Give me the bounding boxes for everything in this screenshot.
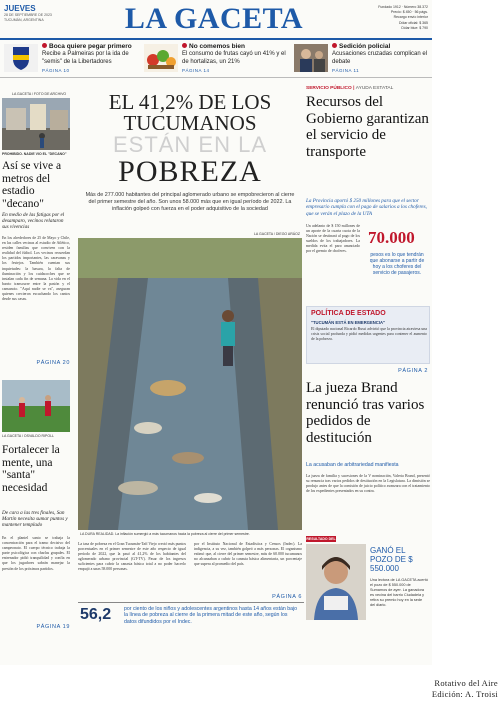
main-headline[interactable] — [76, 92, 304, 188]
left-page-1: PÁGINA 20 — [36, 360, 70, 366]
main-headline-line: TUCUMANOS — [123, 111, 257, 135]
right-page-1: PÁGINA 2 — [398, 368, 428, 374]
right-headline-1[interactable]: Recursos del Gobierno garantizan el servicio de transporte — [306, 94, 429, 160]
newspaper-title: LA GACETA — [124, 2, 304, 35]
masthead-date — [4, 4, 74, 23]
lottery-tag: RESULTADO DEL — [306, 537, 336, 541]
photo-credit: LA GACETA / FOTO DE ARCHIVO — [12, 92, 67, 96]
footer-credits — [432, 678, 498, 699]
politics-box[interactable] — [306, 306, 430, 364]
left-dek-1: En medio de las fatigas por el desamparo, vecinos relataron sus vivencias — [2, 212, 65, 231]
teaser-page: PÁGINA 10 — [42, 68, 70, 73]
masthead-rule — [0, 38, 432, 40]
credit-line: Rotativo del Aire — [434, 678, 498, 688]
left-body-1: En los alrededores de 25 de Mayo y Chile, en las calles vecinas al estadio de Atlético, residen familias que conviven con la realidad del fútbol. Los vecinos recuerdan los partidos importantes, las caravanas y los festejos. También cuentan sus inquietudes: la basura, la falta de iluminación y los cuidacoches que se instalan cada fin de semana. La vida en el barrio transcurre entre la pasión y el cansancio. "Aquí nadie se va", aseguran quienes crecieron escuchando los cantos desde sus casas. — [2, 236, 70, 302]
right-dek-2: La acusaban de arbitrariedad manifiesta — [306, 462, 399, 468]
masthead-info-line: Dólar oficial: $ 365 — [399, 20, 428, 25]
main-page: PÁGINA 6 — [272, 594, 302, 600]
stadium-neighborhood-photo — [2, 98, 70, 150]
left-headline-1[interactable]: Así se vive a metros del estadio "decano" — [2, 160, 62, 210]
main-headline-line: ESTÁN EN LA — [112, 132, 268, 157]
vegetables-photo-icon — [144, 44, 178, 72]
right-headline-2[interactable]: La jueza Brand renunció tras varios pedidos de destitución — [306, 380, 425, 446]
stat-big-caption: pesos es lo que tendrán que abonarse a partir de hoy a los choferes del servicio de pasajeros. — [369, 252, 425, 276]
right-dek-1: La Provincia aportó $ 250 millones para que el sector empresario cumpla con el pago de salarios a los choferes, que se verán el plazo de la UTA — [306, 198, 427, 217]
football-training-photo — [2, 380, 70, 432]
bullet-dot-icon — [182, 43, 187, 48]
teaser-title: No comemos bien — [182, 43, 286, 51]
teaser-page: PÁGINA 14 — [182, 68, 210, 73]
masthead-info-line: Fundado 1912 · Número 38.372 — [378, 5, 428, 9]
main-dek: Más de 277.000 habitantes del principal aglomerado urbano se empobrecieron al cierre del primer semestre del año. Son unos 58.000 más que en igual período de 2022. La inflación golpeó con fuerza en el poder adquisitivo de la sociedad — [85, 192, 295, 212]
teaser-nutrition[interactable] — [142, 42, 288, 78]
photo-credit: LA GACETA / OSVALDO RIPOLL — [2, 434, 55, 438]
teaser-strip — [0, 42, 432, 78]
police-photo-icon — [294, 44, 328, 72]
poverty-canal-photo — [78, 238, 302, 530]
photo-credit: LA GACETA / DIEGO ARÁOZ — [253, 232, 300, 236]
photo-caption: PROHIBIDO. NADIE VIO EL "DECANO" — [2, 152, 67, 156]
masthead-date-line: 28 DE SEPTIEMBRE DE 2023 — [4, 13, 52, 17]
left-headline-2[interactable]: Fortalecer la mente, una "santa" necesidad — [2, 444, 60, 494]
politics-title: POLÍTICA DE ESTADO — [311, 310, 386, 317]
right-body-1: Un adelanto de $ 150 millones de un aporte de la cuarta cuota de la Nación se destinará al pago de los sueldos de los trabajadores. La medida evita el paro anunciado por el gremio de choferes. — [306, 224, 360, 254]
teaser-body: Acusaciones cruzadas complican el debate — [332, 51, 428, 65]
stat-text: por ciento de los niños y adolescentes argentinos hasta 14 años están bajo la línea de pobreza al cierre de la primera mitad de este año, según los datos difundidos por el Indec. — [124, 606, 298, 625]
main-column — [76, 84, 304, 644]
politics-body: El diputado nacional Ricardo Bussi advirtió que la provincia atraviesa una crisis social profunda y pidió medidas urgentes para contener el aumento de la pobreza. — [311, 327, 427, 342]
stat-box — [78, 602, 304, 628]
left-column — [2, 84, 72, 664]
main-headline-line: POBREZA — [118, 155, 262, 188]
masthead-info-line: Dólar blue: $ 790 — [401, 25, 428, 30]
teaser-title: Boca quiere pegar primero — [42, 43, 138, 51]
teaser-body: El consumo de frutas cayó un 41% y el de hortalizas, un 21% — [182, 51, 286, 65]
stat-number: 56,2 — [80, 606, 112, 623]
main-body-right: por el Instituto Nacional de Estadística y Censos (Indec). La indigencia, a su vez, también golpeó a más personas. El organismo estimó que, al cierre del primer semestre, más de 60.000 tucumanos no alcanzaban a cubrir la canasta básica alimentaria, un porcentaje que supera al promedio del país. — [194, 542, 302, 567]
credit-line: Edición: A. Troisi — [431, 688, 498, 699]
masthead-info-line: Recargo envío interior — [393, 15, 428, 20]
masthead-info — [352, 5, 428, 31]
section-header: SERVICIO PÚBLICO | AYUDA ESTATAL — [306, 86, 394, 91]
teaser-sedition[interactable] — [292, 42, 430, 78]
bullet-dot-icon — [332, 43, 337, 48]
boca-shield-icon — [4, 44, 38, 72]
masthead-info-line: Precio: $ 450 · 56 págs. — [390, 10, 428, 15]
masthead-edition-line: TUCUMÁN, ARGENTINA — [4, 18, 44, 22]
main-headline-line: EL 41,2% DE LOS — [108, 90, 272, 114]
lottery-headline: GANÓ EL POZO DE $ 550.000 — [370, 546, 413, 573]
teaser-title: Sedición policial — [332, 43, 428, 51]
stat-big-number: 70.000 — [368, 228, 415, 247]
politics-subtitle: "TUCUMÁN ESTÁ EN EMERGENCIA" — [311, 320, 385, 325]
left-dek-2: De cara a las tres finales, San Martín necesita sumar puntos y mantener templado — [2, 510, 68, 529]
left-page-2: PÁGINA 19 — [36, 624, 70, 630]
winner-photo — [306, 544, 366, 620]
bullet-dot-icon — [42, 43, 47, 48]
left-body-2: En el plantel santo se trabaja la concentración para el tramo decisivo del campeonato. El cuerpo técnico trabaja la parte psicológica con charlas grupales. El entrenador pidió tranquilidad y confía en que los jugadores sabrán manejar la presión de los próximos partidos. — [2, 536, 70, 571]
right-column — [306, 84, 430, 664]
masthead — [0, 0, 432, 40]
right-body-2: La jueza de familia y sucesiones de la V nominación, Valeria Brand, presentó su renuncia tras varios pedidos de destitución en la Legislatura. La dimisión se produjo antes de que la comisión de juicio político avanzara con el tratamiento de los expedientes presentados en su contra. — [306, 474, 430, 494]
lottery-body: Una lectora de LA GACETA acertó el pozo de $ 550.000 de Sumamos de ayer. La ganadora es vecina del barrio Ciudadela y retira su premio hoy en la sede del diario. — [370, 578, 428, 607]
lottery-box[interactable] — [306, 536, 430, 620]
teaser-page: PÁGINA 11 — [332, 68, 360, 73]
photo-caption: LA DURA REALIDAD. La inflación sumergió a más tucumanos hacia la pobreza al cierre del primer semestre. — [80, 532, 250, 536]
teaser-body: Recibe a Palmeiras por la ida de "semis" de la Libertadores — [42, 51, 129, 65]
masthead-day: JUEVES — [4, 4, 36, 13]
teaser-boca[interactable] — [2, 42, 140, 78]
main-body-left: La tasa de pobreza en el Gran Tucumán-Tafí Viejo creció más puntos porcentuales en el primer semestre de este año respecto de igual período de 2022, que la pasó al 41,2% de los habitantes del aglomerado urbano provincial (GT-TV). Pasar de los ingresos suficientes para cubrir la canasta básica total a no poder hacerlo empujó a unas 58.000 personas. — [78, 542, 186, 572]
